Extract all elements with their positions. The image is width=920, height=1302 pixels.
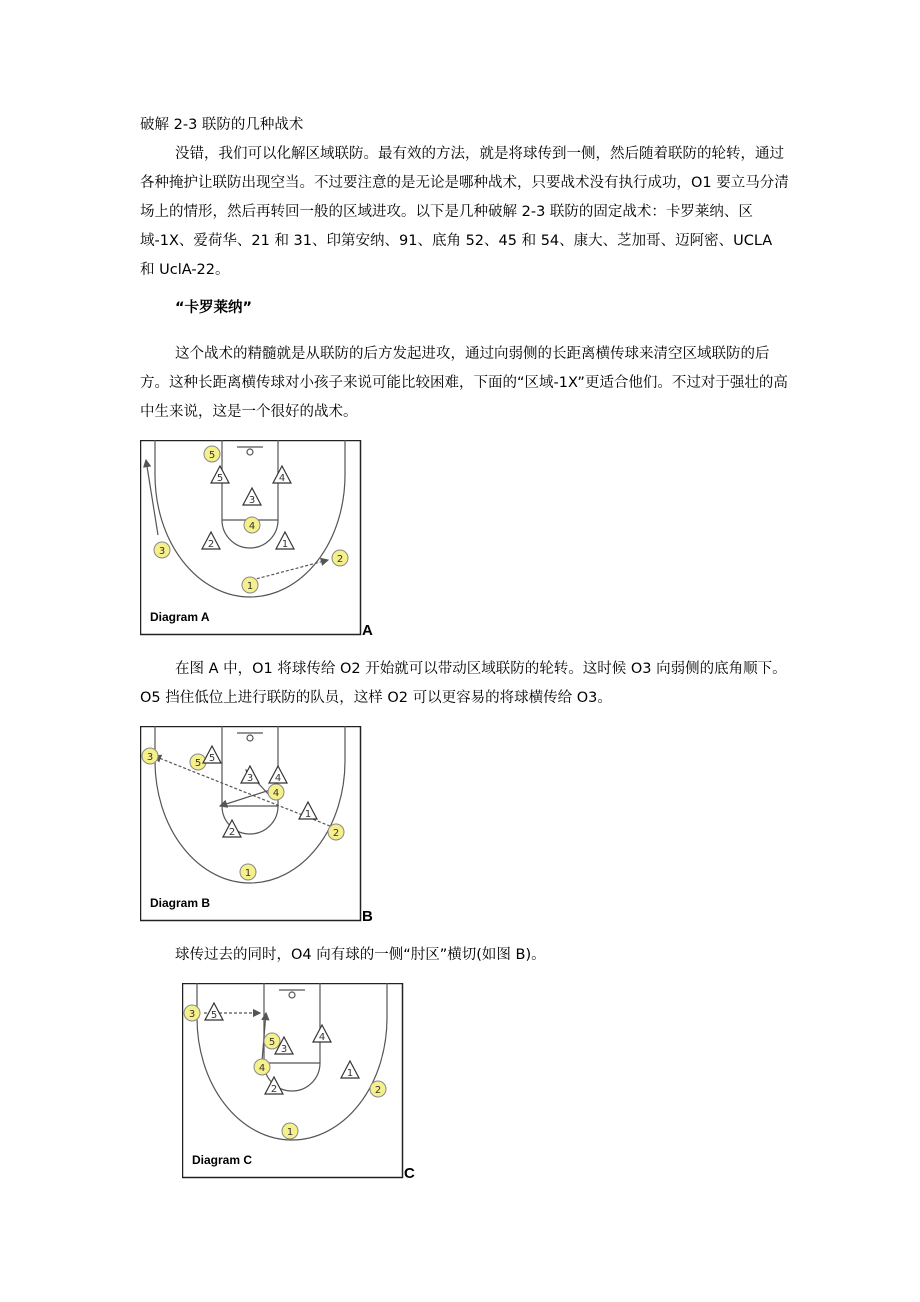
diagram-c <box>182 983 404 1179</box>
court-border <box>141 441 361 635</box>
diagram-label: Diagram C <box>192 1153 253 1167</box>
player-number: 2 <box>336 554 344 565</box>
player-number: 2 <box>332 828 340 839</box>
intro-paragraph: 没错，我们可以化解区域联防。最有效的方法，就是将球传到一侧，然后随着联防的轮转，通过各种掩护让联防出现空当。不过要注意的是无论是哪种战术，只要战术没有执行成功，O1 要立马分清场上的情形，然后再转回一般的区域进攻。以下是几种破解 2-3 联防的固定战术：卡罗莱纳、区域-1X、爱荷华、21 和 31、印第安纳、91、底角 52、45 和 54、康大、芝加哥、迈阿密、UCLA 和 UclA-22。 <box>140 146 789 278</box>
player-number: 1 <box>281 539 289 550</box>
player-number: 4 <box>272 788 280 799</box>
diagram-b-letter: B <box>362 908 373 925</box>
player-number: 2 <box>374 1085 382 1096</box>
player-number: 4 <box>248 521 256 532</box>
player-number: 1 <box>304 809 312 820</box>
player-number: 5 <box>194 758 202 769</box>
player-number: 5 <box>268 1037 276 1048</box>
player-number: 3 <box>146 752 154 763</box>
doc-title: 破解 2-3 联防的几种战术 <box>140 117 304 133</box>
player-number: 1 <box>244 868 252 879</box>
caption-a: 在图 A 中，O1 将球传给 O2 开始就可以带动区域联防的轮转。这时候 O3 向弱侧的底角顺下。O5 挡住低位上进行联防的队员，这样 O2 可以更容易的将球横传给 O3。 <box>140 661 787 706</box>
diagram-label: Diagram B <box>150 896 211 910</box>
player-number: 2 <box>207 539 215 550</box>
player-number: 4 <box>258 1063 266 1074</box>
section-heading: “卡罗莱纳” <box>175 300 253 316</box>
player-number: 4 <box>278 473 286 484</box>
player-number: 3 <box>158 546 166 557</box>
diagram-b <box>140 726 362 922</box>
player-number: 5 <box>208 450 216 461</box>
player-number: 4 <box>318 1032 326 1043</box>
player-number: 5 <box>210 1010 218 1021</box>
player-number: 3 <box>188 1009 196 1020</box>
caption-b: 球传过去的同时，O4 向有球的一侧“肘区”横切(如图 B)。 <box>175 947 546 963</box>
player-number: 3 <box>246 773 254 784</box>
player-number: 2 <box>270 1084 278 1095</box>
player-number: 5 <box>216 473 224 484</box>
player-number: 5 <box>208 753 216 764</box>
player-number: 1 <box>346 1068 354 1079</box>
player-number: 4 <box>274 773 282 784</box>
section-paragraph: 这个战术的精髓就是从联防的后方发起进攻，通过向弱侧的长距离横传球来清空区域联防的后方。这种长距离横传球对小孩子来说可能比较困难，下面的“区域-1X”更适合他们。不过对于强壮的高中生来说，这是一个很好的战术。 <box>140 346 788 420</box>
court-border <box>141 727 361 921</box>
diagram-a <box>140 440 362 636</box>
player-number: 1 <box>246 581 254 592</box>
player-number: 3 <box>280 1044 288 1055</box>
diagram-c-letter: C <box>404 1165 415 1182</box>
diagram-label: Diagram A <box>150 610 210 624</box>
diagram-a-letter: A <box>362 622 373 639</box>
player-number: 1 <box>286 1127 294 1138</box>
player-number: 2 <box>228 827 236 838</box>
player-number: 3 <box>248 495 256 506</box>
